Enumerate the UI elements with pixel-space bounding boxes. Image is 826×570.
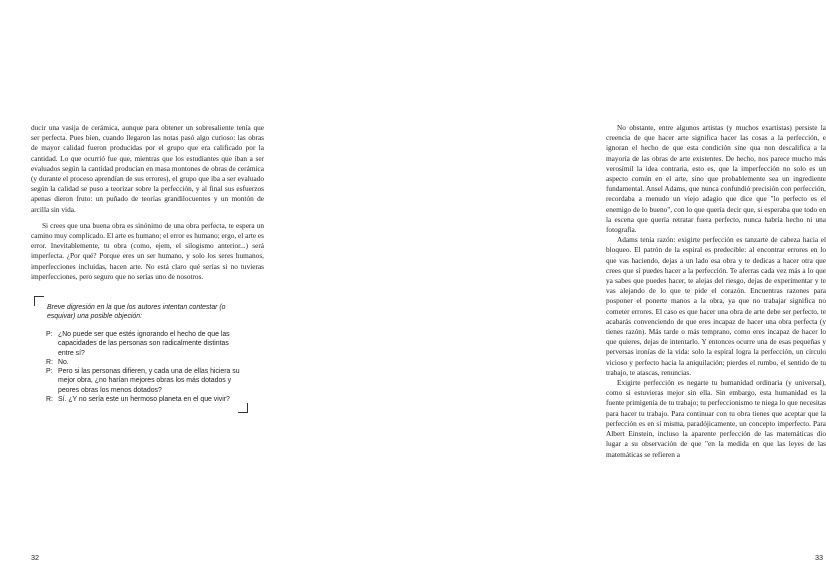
right-page bbox=[285, 0, 826, 570]
dialogue-line bbox=[46, 358, 242, 367]
utterance: No. bbox=[58, 358, 69, 366]
left-page bbox=[0, 0, 285, 570]
speaker-label: P: bbox=[46, 331, 53, 338]
utterance: ¿No puede ser que estés ignorando el hecho de que las capacidades de las personas son radicalmente distintas entre sí? bbox=[58, 331, 230, 357]
dialogue bbox=[46, 330, 242, 404]
digression-box bbox=[34, 296, 248, 416]
bracket-corner-bottom-right bbox=[238, 403, 248, 413]
paragraph: Si crees que una buena obra es sinónimo de una obra perfecta, te espera un camino muy complicado. El arte es humano; el error es humano; ergo, el arte es error. Inevitablemente, tu obra (como, ejem, el silogismo anterior...) será imperfecta. ¿Por qué? Porque eres un ser humano, y solo los seres humanos, imperfecciones incluidas, hacen arte. No está claro qué serías si no tuvieras imperfecciones, pero seguro que no serías uno de nosotros. bbox=[31, 220, 264, 281]
paragraph: ducir una vasija de cerámica, aunque para obtener un sobresaliente tenía que ser perfecta. Pues bien, cuando llegaron las notas pasó algo curioso: las obras de mayor calidad fueron producidas por el grupo que era calificado por la cantidad. Lo que ocurrió fue que, mientras que los estudiantes que iban a ser evaluados según la cantidad producían en masa montones de obras de cerámica (y durante el proceso aprendían de sus errores), el grupo que iba a ser evaluado según la calidad se puso a teorizar sobre la perfección, y al final sus esfuerzos apenas dieron fruto: un puñado de teorías grandilocuentes y un montón de arcilla sin vida. bbox=[31, 123, 264, 214]
left-body-text bbox=[31, 123, 264, 282]
digression-title: Breve digresión en la que los autores intentan contestar (o esquivar) una posible objeción: bbox=[47, 304, 226, 321]
paragraph: No obstante, entre algunos artistas (y muchos exartistas) persiste la creencia de que hacer arte significa hacer las cosas a la perfección, e ignoran el hecho de que esta condición sine qua non descalifica a la mayoría de las obras de arte existentes. De hecho, nos parece mucho más verosímil la idea contraria, esto es, que la imperfección no solo es un aspecto común en el arte, sino que probablemente sea un ingrediente fundamental. Ansel Adams, que nunca confundió precisión con perfección, recordaba a menudo un viejo adagio que dice que "lo perfecto es el enemigo de lo bueno", con lo que quería decir que, si esperaba que todo en la escena que quería retratar fuera perfecto, nunca habría hecho ni una fotografía. bbox=[606, 123, 826, 235]
dialogue-line bbox=[46, 395, 242, 404]
bracket-corner-top-left bbox=[34, 296, 44, 306]
speaker-label: P: bbox=[46, 368, 53, 376]
paragraph: Adams tenía razón: exigirte perfección es tanzarte de cabeza hacia el bloqueo. El patrón de la espiral es predecible: al encontrar errores en lo que vas haciendo, dejas a un lado esa obra y te dedicas a hacer otra que crees que sí puedes hacer a la perfección. Te aferras cada vez más a lo que ya sabes que puedes hacer, te alejas del riesgo, dejas de experimentar y te vas alejando de lo que te pide el corazón. Encuentras razones para posponer el ponerte manos a la obra, ya que no trabajar significa no cometer errores. El caso es que hacer una obra de arte debe ser perfecto, te acabarás convenciendo de que eres incapaz de hacer una obra perfecta (y tienes razón). Más tarde o más temprano, como eres incapaz de hacer lo que quieres, dejas de intentarlo. Y entonces ocurre una de esas pequeñas y perversas ironías de la vida: solo la espiral logra la perfección, un círculo vicioso y perfecto hacia la aniquilación; pierdes el rumbo, el sentido de tu trabajo, te atascas, renuncias. bbox=[606, 235, 826, 377]
page-number-right: 33 bbox=[815, 553, 824, 562]
page-number-left: 32 bbox=[31, 553, 40, 562]
utterance: Pero si las personas difieren, y cada una de ellas hiciera su mejor obra, ¿no harían mejores obras los más dotados y peores obras los menos dotados? bbox=[58, 368, 240, 394]
dialogue-line bbox=[46, 367, 242, 395]
speaker-label: R: bbox=[46, 358, 53, 366]
dialogue-line bbox=[46, 330, 242, 358]
paragraph: Exigirte perfección es negarte tu humanidad ordinaria (y universal), como si estuvieras mejor sin ella. Sin embargo, esta humanidad es la fuente primigenia de tu trabajo; tu perfeccionismo te niega lo que necesitas para hacer tu trabajo. Para continuar con tu obra tienes que aceptar que la perfección es en sí misma, paradójicamente, un concepto imperfecto. Para Albert Einstein, incluso la aparente perfección de las matemáticas dio lugar a su observación de que "en la medida en que las leyes de las matemáticas se refieren a bbox=[606, 378, 826, 459]
right-body-text bbox=[606, 123, 826, 460]
speaker-label: R: bbox=[46, 396, 53, 404]
utterance: Sí. ¿Y no sería este un hermoso planeta en el que vivir? bbox=[58, 396, 230, 404]
